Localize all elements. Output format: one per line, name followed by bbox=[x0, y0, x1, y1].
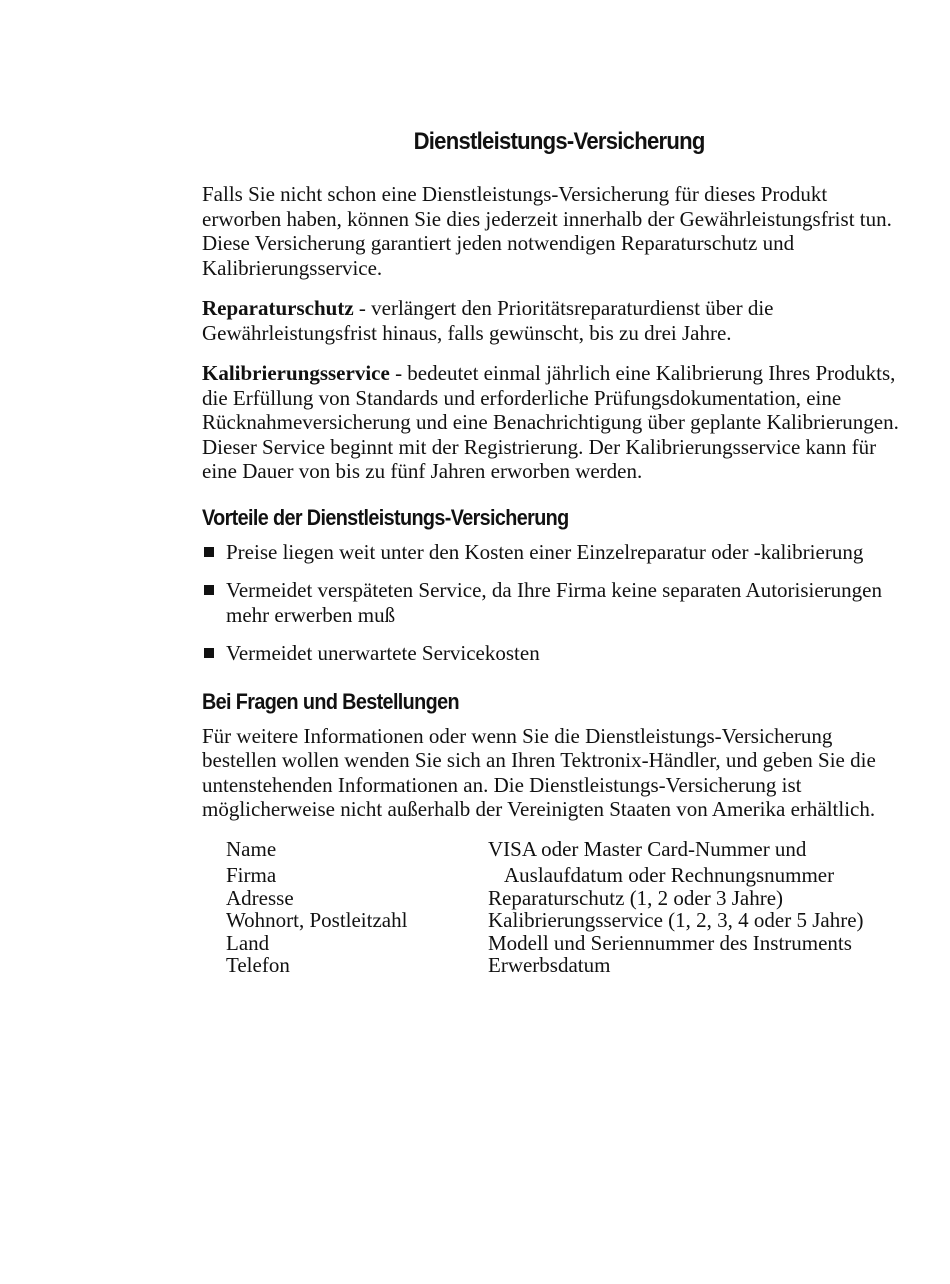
repair-term: Reparaturschutz bbox=[202, 296, 354, 320]
calibration-paragraph bbox=[202, 361, 907, 484]
list-item-text: Preise liegen weit unter den Kosten einer Einzelreparatur oder -kalibrierung bbox=[226, 539, 864, 564]
list-item bbox=[202, 540, 907, 565]
order-info-item: Wohnort, Postleitzahl bbox=[226, 908, 408, 932]
list-item-text: Vermeidet verspäteten Service, da Ihre Firma keine separaten Autorisierungen mehr erwerben muß bbox=[226, 578, 882, 627]
order-info-item: VISA oder Master Card-Nummer und bbox=[488, 836, 807, 861]
benefits-heading: Vorteile der Dienstleistungs-Versicherung bbox=[202, 504, 569, 530]
square-bullet-icon bbox=[204, 585, 214, 595]
questions-paragraph: Für weitere Informationen oder wenn Sie die Dienstleistungs-Versicherung bestellen wollen wenden Sie sich an Ihren Tektronix-Händler, und geben Sie die untenstehenden Informationen an. Die Dienstleistungs-Versicherung ist möglicherweise nicht außerhalb der Vereinigten Staaten von Amerika erhältlich. bbox=[202, 723, 876, 821]
order-info-item: Reparaturschutz (1, 2 oder 3 Jahre) bbox=[488, 885, 784, 910]
list-item bbox=[202, 641, 907, 666]
order-info-table bbox=[226, 838, 907, 977]
order-info-item: Kalibrierungsservice (1, 2, 3, 4 oder 5 Jahre) bbox=[488, 908, 864, 932]
repair-text: - verlängert den Prioritätsreparaturdienst über die Gewährleistungsfrist hinaus, falls gewünscht, bis zu drei Jahre. bbox=[202, 296, 774, 345]
order-info-item: Telefon bbox=[226, 953, 290, 977]
calibration-text: - bedeutet einmal jährlich eine Kalibrierung Ihres Produkts, die Erfüllung von Standards und erforderliche Prüfungsdokumentation, eine Rücknahmeversicherung und eine Benachrichtigung über geplante Kalibrierungen. Dieser Service beginnt mit der Registrierung. Der Kalibrierungsservice kann für eine Dauer von bis zu fünf Jahren erworben werden. bbox=[202, 361, 899, 483]
order-info-right-column bbox=[488, 838, 907, 977]
list-item-text: Vermeidet unerwartete Servicekosten bbox=[226, 641, 540, 665]
square-bullet-icon bbox=[204, 547, 214, 557]
page-content bbox=[202, 126, 907, 977]
order-info-item: Modell und Seriennummer des Instruments bbox=[488, 930, 852, 955]
calibration-term: Kalibrierungsservice bbox=[202, 361, 390, 385]
repair-paragraph bbox=[202, 296, 907, 345]
order-info-item: Erwerbsdatum bbox=[488, 953, 611, 977]
order-info-item: Land bbox=[226, 930, 270, 955]
questions-heading: Bei Fragen und Bestellungen bbox=[202, 688, 459, 714]
page-title: Dienstleistungs-Versicherung bbox=[413, 128, 705, 155]
order-info-left-column bbox=[226, 838, 488, 977]
square-bullet-icon bbox=[204, 648, 214, 658]
order-info-item: Firma bbox=[226, 863, 277, 887]
list-item bbox=[202, 578, 907, 627]
order-info-item: Auslaufdatum oder Rechnungsnummer bbox=[504, 863, 835, 887]
intro-paragraph: Falls Sie nicht schon eine Dienstleistungs-Versicherung für dieses Produkt erworben haben, können Sie dies jederzeit innerhalb der Gewährleistungsfrist tun. Diese Versicherung garantiert jeden notwendigen Reparaturschutz und Kalibrierungsservice. bbox=[202, 182, 892, 280]
order-info-item: Name bbox=[226, 836, 277, 861]
benefits-list bbox=[202, 540, 907, 666]
order-info-item: Adresse bbox=[226, 885, 294, 910]
